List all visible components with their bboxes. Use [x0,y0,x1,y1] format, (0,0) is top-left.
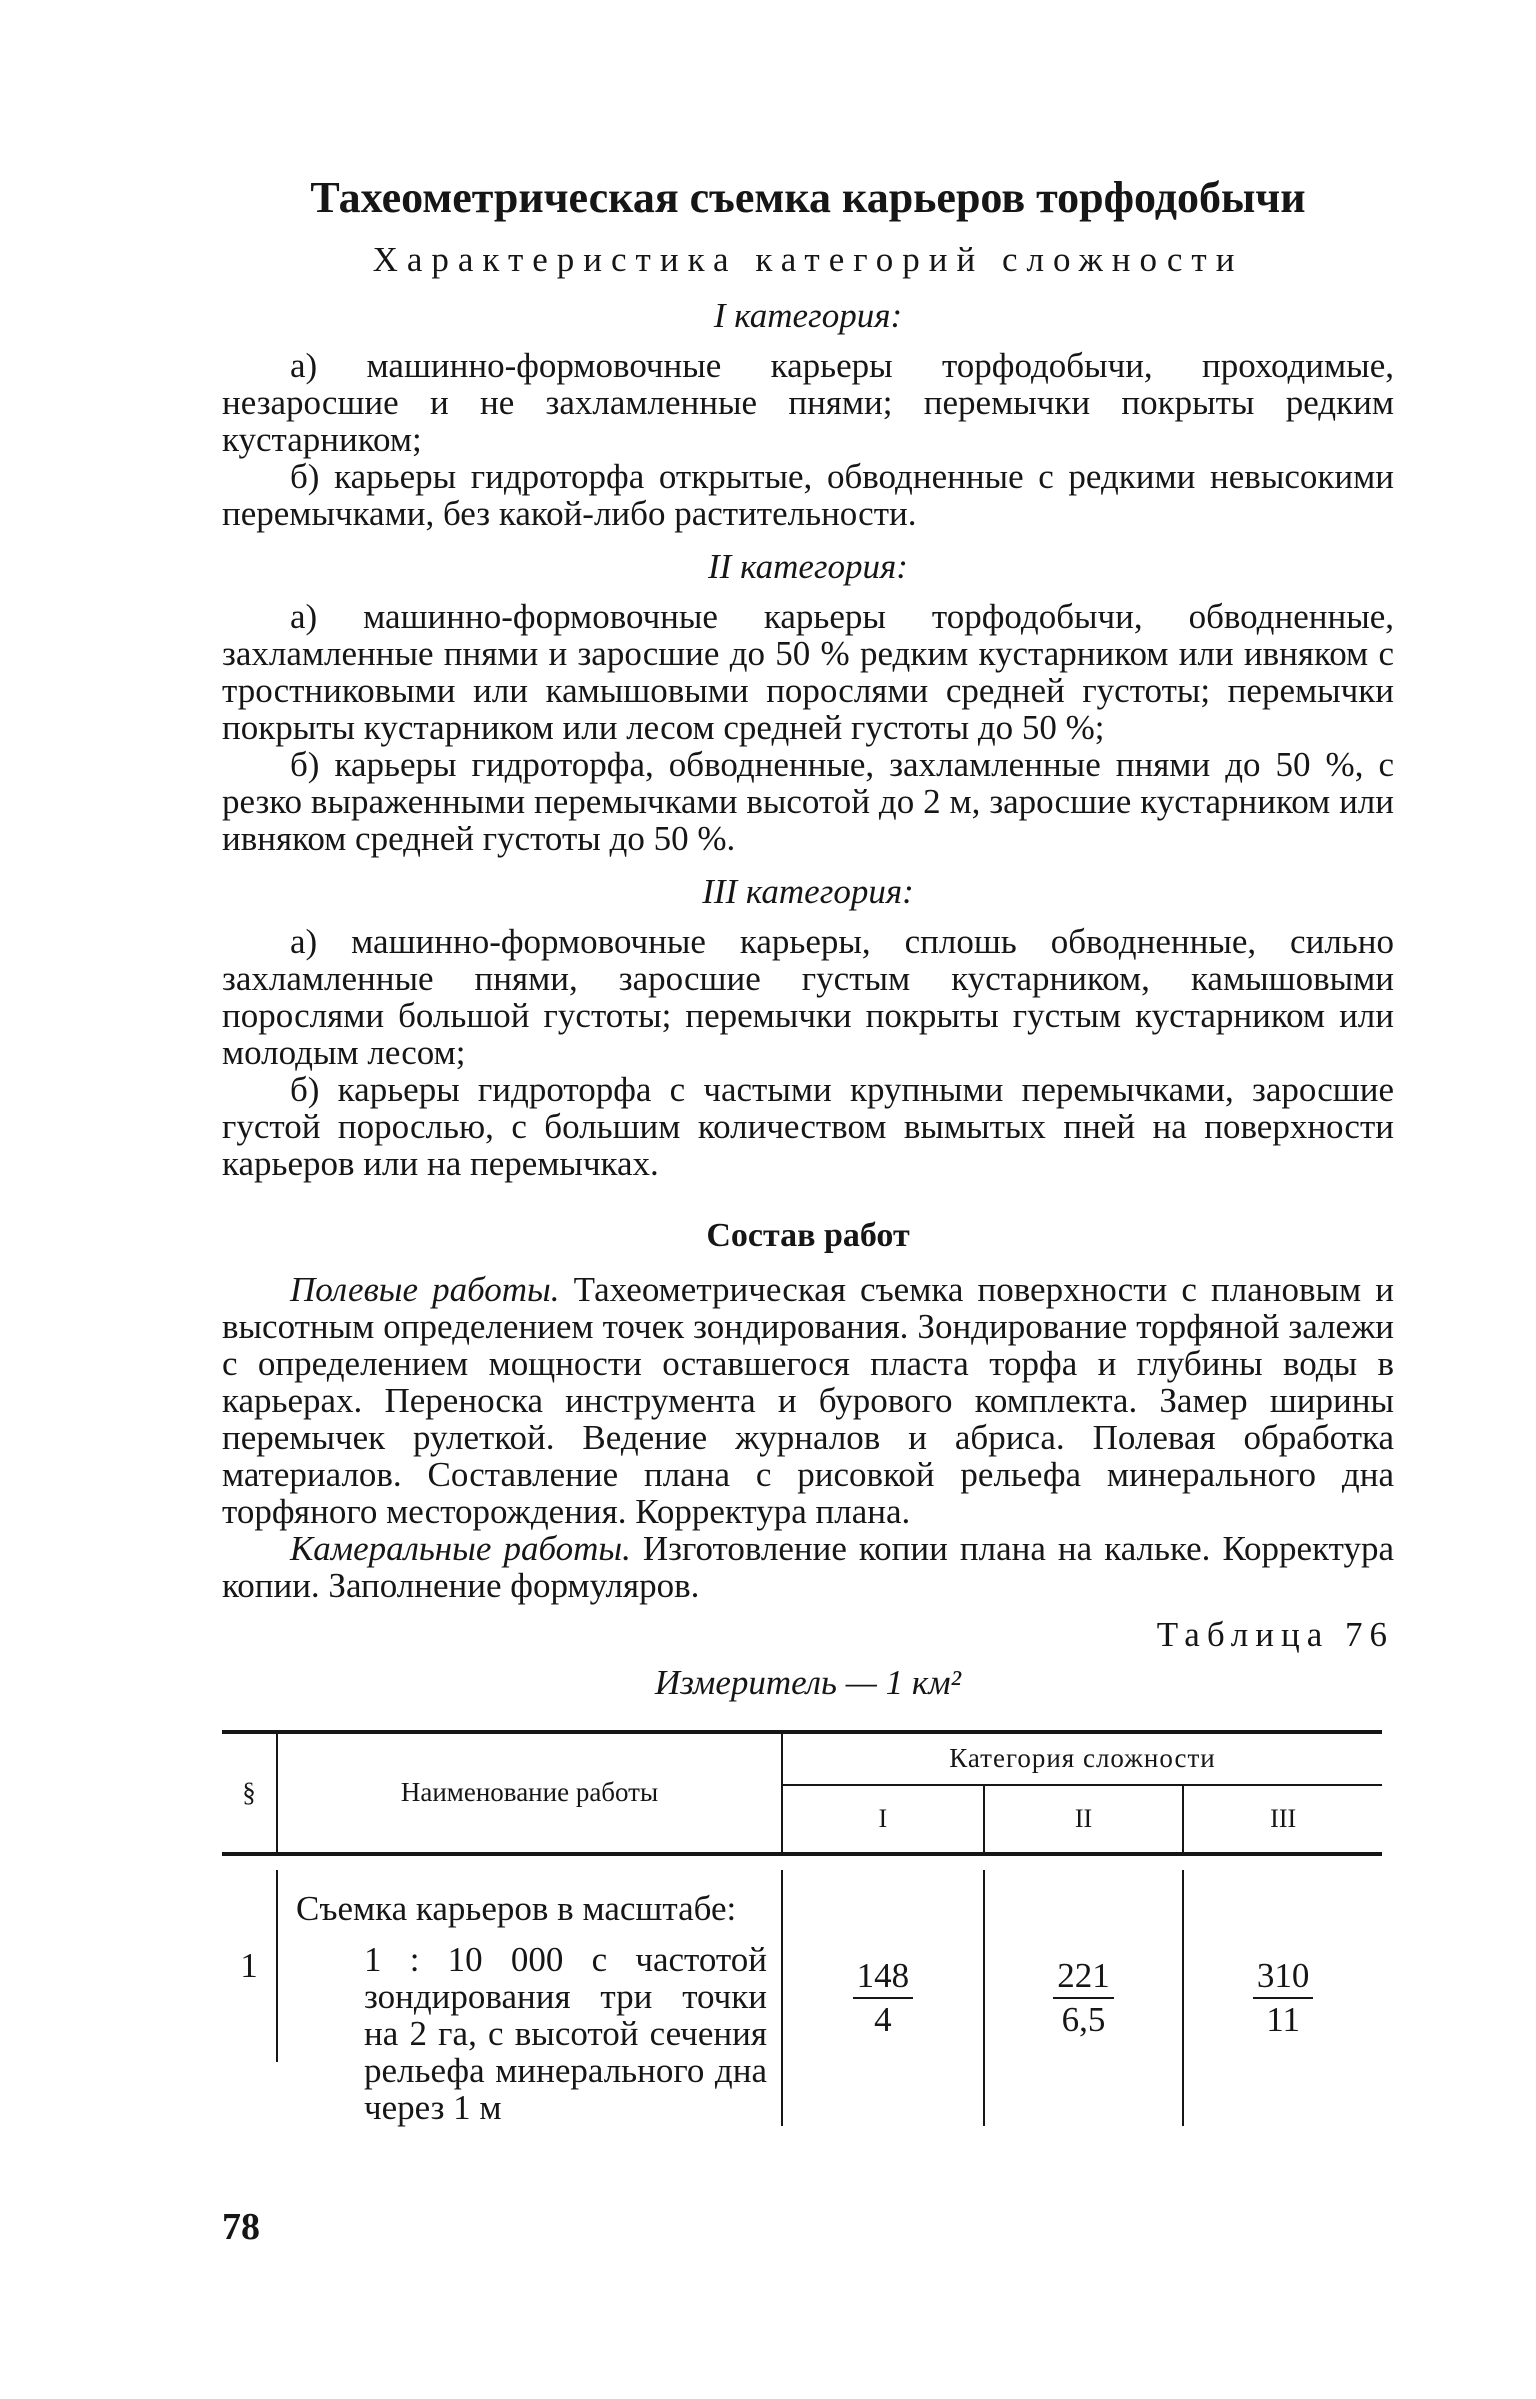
category-3-item-b: б) карьеры гидроторфа с частыми крупными перемычками, заросшие густой порослью, с большим количеством вымытых пней на поверхности карьеров или на перемычках. [222,1069,1394,1183]
header-category-columns [783,1786,1382,1852]
table-measure: Измеритель — 1 км² [654,1662,962,1702]
header-category: Категория сложности [783,1734,1382,1786]
value-cat-3-numerator: 310 [1253,1955,1314,1999]
header-section: § [222,1734,278,1852]
header-cat-3: III [1182,1786,1382,1852]
header-category-group [783,1734,1382,1852]
table-header [222,1730,1382,1856]
value-cat-1-numerator: 148 [853,1955,914,1999]
value-cat-1-denominator: 4 [874,1999,892,2039]
field-works-text: Тахеометрическая съемка поверхности с плановым и высотным определением точек зондирования. Зондирование торфяной залежи с определением мощности оставшегося пласта торфа и глубины воды в карьерах. Переноска инструмента и бурового комплекта. Замер ширины перемычек рулеткой. Ведение журналов и абриса. Полевая обработка материалов. Составление плана с рисовкой рельефа минерального дна торфяного месторождения. Корректура плана. [222,1269,1394,1531]
page-number: 78 [222,2206,260,2248]
row-name [278,1870,783,2126]
value-cat-2 [983,1870,1183,2126]
category-1-item-b: б) карьеры гидроторфа открытые, обводненные с редкими невысокими перемычками, без какой-либо растительности. [222,456,1394,533]
category-1-heading: I категория: [713,295,903,335]
category-3-item-a: а) машинно-формовочные карьеры, сплошь обводненные, сильно захламленные пнями, заросшие густым кустарником, камышовыми порослями большой густоты; перемычки покрыты густым кустарником или молодым лесом; [222,921,1394,1072]
row-values [783,1870,1382,2126]
field-works-label: Полевые работы. [290,1269,560,1309]
value-cat-2-numerator: 221 [1053,1955,1114,1999]
works-heading: Состав работ [706,1216,910,1254]
table-row [222,1870,1382,2126]
category-2-item-b: б) карьеры гидроторфа, обводненные, захламленные пнями до 50 %, с резко выраженными перемычками высотой до 2 м, заросшие кустарником или ивняком средней густоты до 50 %. [222,744,1394,858]
row-name-detail: 1 : 10 000 с частотой зондирования три точки на 2 га, с высотой сечения рельефа минерального дна через 1 м [364,1939,767,2127]
office-works-text: Изготовление копии плана на кальке. Корректура копии. Заполнение формуляров. [222,1528,1394,1605]
value-cat-2-denominator: 6,5 [1061,1999,1106,2039]
category-3-heading: III категория: [702,871,914,911]
category-2-item-a: а) машинно-формовочные карьеры торфодобычи, обводненные, захламленные пнями и заросшие до 50 % редким кустарником или ивняком с тростниковыми или камышовыми порослями средней густоты; перемычки покрыты кустарником или лесом средней густоты до 50 %; [222,596,1394,747]
document-page [222,150,1394,2126]
header-cat-1: I [878,1803,888,1833]
table-caption: Таблица 76 [1156,1614,1394,1654]
category-1-item-a: а) машинно-формовочные карьеры торфодобычи, проходимые, незаросшие и не захламленные пнями; перемычки покрыты редким кустарником; [222,345,1394,459]
works-table [222,1730,1382,2126]
value-cat-1 [783,1870,983,2126]
header-cat-2: II [983,1786,1183,1852]
row-section: 1 [222,1870,278,2062]
section-subtitle: Характеристика категорий сложности [372,239,1244,279]
value-cat-3-denominator: 11 [1266,1999,1300,2039]
category-2-heading: II категория: [708,546,908,586]
field-works-paragraph [222,1271,1394,1530]
page-title: Тахеометрическая съемка карьеров торфодобычи [310,173,1306,222]
header-name: Наименование работы [278,1734,783,1852]
office-works-paragraph [222,1530,1394,1604]
row-name-lead: Съемка карьеров в масштабе: [296,1888,737,1928]
office-works-label: Камеральные работы. [290,1528,631,1568]
value-cat-3 [1182,1870,1382,2126]
